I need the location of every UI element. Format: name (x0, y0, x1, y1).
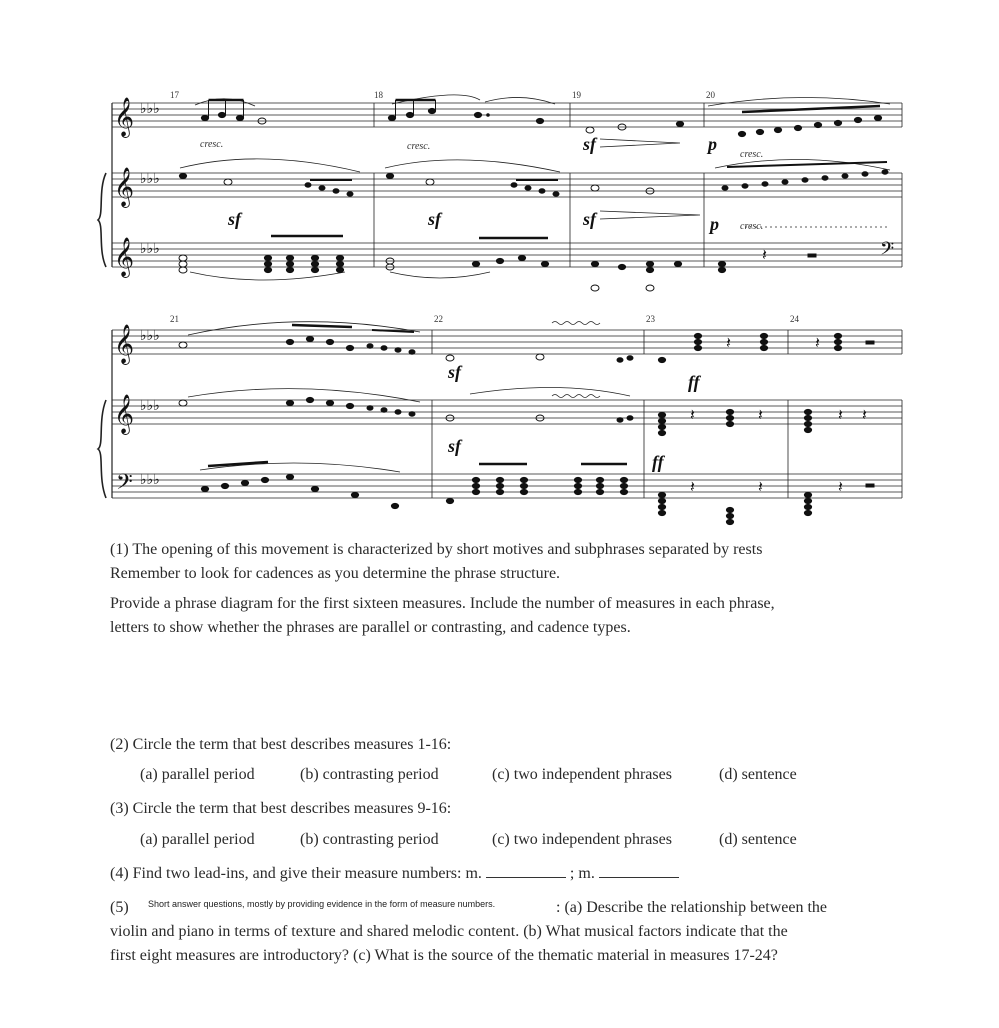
sf-marking: sf (583, 209, 596, 229)
q2-option-a[interactable]: (a) parallel period (140, 766, 255, 783)
q3-option-b[interactable]: (b) contrasting period (300, 831, 439, 848)
svg-text:𝄽: 𝄽 (838, 477, 843, 496)
svg-text:𝄽: 𝄽 (815, 333, 820, 352)
question-5-line-3: first eight measures are introductory? (c) What is the source of the thematic material in measures 17-24? (110, 947, 778, 964)
question-5-number: (5) (110, 899, 129, 916)
sf-marking: sf (448, 436, 461, 456)
question-5-annotation: Short answer questions, mostly by providing evidence in the form of measure numbers. (148, 899, 496, 909)
piano-lh-staff-1 (112, 243, 902, 267)
sf-marking: sf (583, 134, 596, 154)
svg-text:𝄽: 𝄽 (690, 477, 695, 496)
q3-option-d[interactable]: (d) sentence (719, 831, 797, 848)
svg-text:𝄽: 𝄽 (758, 477, 763, 496)
question-1-line-2: Remember to look for cadences as you determine the phrase structure. (110, 565, 561, 582)
cresc-marking: cresc. (740, 221, 764, 232)
measure-number: 19 (572, 90, 581, 100)
bass-clef-icon: 𝄢 (880, 239, 895, 264)
q2-option-b[interactable]: (b) contrasting period (300, 766, 439, 783)
question-5-line-1: : (a) Describe the relationship between the (556, 899, 827, 916)
question-4 (110, 862, 679, 886)
violin-staff-1 (112, 103, 902, 127)
svg-text:𝄽: 𝄽 (862, 405, 867, 424)
cresc-marking: cresc. (200, 139, 224, 150)
sf-marking: sf (228, 209, 241, 229)
question-1-line-4: letters to show whether the phrases are parallel or contrasting, and cadence types. (110, 619, 631, 636)
p-marking: p (708, 134, 717, 154)
svg-text:♭♭♭: ♭♭♭ (140, 171, 160, 187)
treble-clef-icon: 𝄞 (114, 167, 135, 207)
svg-text:♭♭♭: ♭♭♭ (140, 398, 160, 414)
treble-clef-icon: 𝄞 (114, 394, 135, 434)
question-4-separator: ; m. (569, 865, 595, 882)
question-2: (2) Circle the term that best describes measures 1-16: (110, 736, 452, 753)
question-5-line-2: violin and piano in terms of texture and shared melodic content. (b) What musical factors indicate that the (110, 923, 788, 940)
measure-number: 17 (170, 90, 179, 100)
question-1-line-1: (1) The opening of this movement is characterized by short motives and subphrases separated by rests (110, 541, 763, 558)
measure-number: 22 (434, 314, 443, 324)
sf-marking: sf (428, 209, 441, 229)
svg-text:𝄽: 𝄽 (758, 405, 763, 424)
answer-blank-2[interactable] (599, 863, 679, 878)
treble-clef-icon: 𝄞 (114, 324, 135, 364)
answer-blank-1[interactable] (486, 863, 566, 878)
question-1-line-3: Provide a phrase diagram for the first sixteen measures. Include the number of measures in each phrase, (110, 595, 775, 612)
p-marking: p (710, 214, 719, 234)
sf-marking: sf (448, 362, 461, 382)
question-4-prompt: (4) Find two lead-ins, and give their measure numbers: m. (110, 865, 482, 882)
question-3: (3) Circle the term that best describes measures 9-16: (110, 800, 452, 817)
cresc-marking: cresc. (740, 149, 764, 160)
q2-option-c[interactable]: (c) two independent phrases (492, 766, 672, 783)
svg-text:𝄽: 𝄽 (726, 333, 731, 352)
measure-number: 21 (170, 314, 179, 324)
violin-staff-2 (112, 330, 902, 354)
svg-text:𝄽: 𝄽 (690, 405, 695, 424)
q3-option-a[interactable]: (a) parallel period (140, 831, 255, 848)
svg-text:♭♭♭: ♭♭♭ (140, 241, 160, 257)
bass-clef-icon: 𝄢 (116, 470, 133, 500)
cresc-marking: cresc. (407, 141, 431, 152)
piano-lh-staff-2 (112, 474, 902, 498)
piano-rh-staff-2 (112, 400, 902, 424)
measure-number: 18 (374, 90, 383, 100)
measure-number: 20 (706, 90, 715, 100)
q3-option-c[interactable]: (c) two independent phrases (492, 831, 672, 848)
treble-clef-icon: 𝄞 (114, 237, 135, 277)
svg-text:𝄽: 𝄽 (762, 245, 767, 264)
measure-number: 24 (790, 314, 799, 324)
q2-option-d[interactable]: (d) sentence (719, 766, 797, 783)
svg-text:♭♭♭: ♭♭♭ (140, 328, 160, 344)
svg-text:♭♭♭: ♭♭♭ (140, 101, 160, 117)
svg-text:𝄽: 𝄽 (838, 405, 843, 424)
ff-marking: ff (688, 372, 700, 392)
measure-number: 23 (646, 314, 655, 324)
svg-text:♭♭♭: ♭♭♭ (140, 472, 160, 488)
ff-marking: ff (652, 452, 664, 472)
treble-clef-icon: 𝄞 (114, 97, 135, 137)
